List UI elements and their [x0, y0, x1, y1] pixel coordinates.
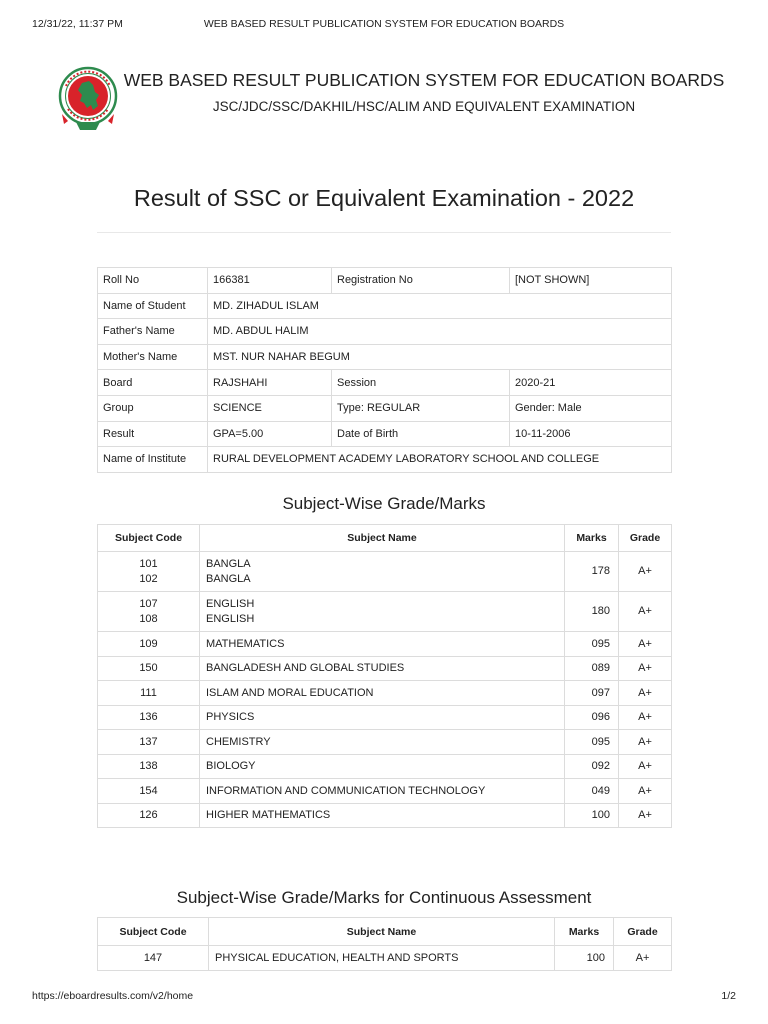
group-value: SCIENCE	[208, 395, 332, 421]
table-row	[98, 632, 672, 657]
subject-marks: 092	[565, 754, 619, 779]
subject-grade: A+	[619, 803, 672, 828]
subject-name: HIGHER MATHEMATICS	[200, 803, 565, 828]
table-row	[98, 656, 672, 681]
student-info-table	[97, 267, 672, 473]
gender-value: Gender: Male	[510, 395, 672, 421]
print-footer	[32, 990, 736, 1004]
subject-name: PHYSICAL EDUCATION, HEALTH AND SPORTS	[209, 946, 555, 971]
subject-grade: A+	[619, 552, 672, 592]
mother-name-value: MST. NUR NAHAR BEGUM	[208, 344, 672, 370]
subject-code: 136	[98, 705, 200, 730]
subject-grade: A+	[619, 656, 672, 681]
bangladesh-govt-seal-icon	[58, 66, 118, 140]
table-row	[98, 730, 672, 755]
subject-grade: A+	[619, 681, 672, 706]
subject-name: ISLAM AND MORAL EDUCATION	[200, 681, 565, 706]
subject-name: BANGLADESH AND GLOBAL STUDIES	[200, 656, 565, 681]
table-row	[98, 592, 672, 632]
subject-name: MATHEMATICS	[200, 632, 565, 657]
col-marks: Marks	[555, 918, 614, 946]
continuous-assessment-table	[97, 917, 672, 971]
subject-marks: 180	[565, 592, 619, 632]
subject-grade: A+	[619, 632, 672, 657]
info-row-board	[98, 370, 672, 396]
subject-code: 108	[139, 612, 158, 625]
father-name-value: MD. ABDUL HALIM	[208, 319, 672, 345]
result-label: Result	[98, 421, 208, 447]
dob-value: 10-11-2006	[510, 421, 672, 447]
col-subject-code: Subject Code	[98, 525, 200, 552]
table-row	[98, 681, 672, 706]
board-value: RAJSHAHI	[208, 370, 332, 396]
col-subject-code: Subject Code	[98, 918, 209, 946]
divider	[97, 232, 671, 233]
registration-value: [NOT SHOWN]	[510, 268, 672, 294]
table-row	[98, 754, 672, 779]
father-name-label: Father's Name	[98, 319, 208, 345]
subject-name: BANGLA	[206, 557, 251, 570]
grades-header-row	[98, 525, 672, 552]
subject-marks: 089	[565, 656, 619, 681]
subject-code: 107	[139, 597, 158, 610]
table-row	[98, 552, 672, 592]
institute-value: RURAL DEVELOPMENT ACADEMY LABORATORY SCHOOL AND COLLEGE	[208, 447, 672, 473]
print-url: https://eboardresults.com/v2/home	[32, 990, 194, 1002]
info-row-institute	[98, 447, 672, 473]
col-grade: Grade	[614, 918, 672, 946]
institute-label: Name of Institute	[98, 447, 208, 473]
col-grade: Grade	[619, 525, 672, 552]
subject-marks: 095	[565, 632, 619, 657]
col-subject-name: Subject Name	[209, 918, 555, 946]
col-marks: Marks	[565, 525, 619, 552]
subject-marks: 096	[565, 705, 619, 730]
dob-label: Date of Birth	[332, 421, 510, 447]
site-title: WEB BASED RESULT PUBLICATION SYSTEM FOR EDUCATION BOARDS	[123, 70, 725, 90]
subject-code: 138	[98, 754, 200, 779]
subject-grade: A+	[619, 779, 672, 804]
result-value: GPA=5.00	[208, 421, 332, 447]
session-label: Session	[332, 370, 510, 396]
col-subject-name: Subject Name	[200, 525, 565, 552]
table-row	[98, 946, 672, 971]
session-value: 2020-21	[510, 370, 672, 396]
subject-marks: 095	[565, 730, 619, 755]
student-name-label: Name of Student	[98, 293, 208, 319]
grades-section-title: Subject-Wise Grade/Marks	[282, 494, 486, 513]
subject-grade: A+	[614, 946, 672, 971]
subject-code: 126	[98, 803, 200, 828]
subject-name: ENGLISH	[206, 597, 255, 610]
subject-code: 101	[139, 557, 158, 570]
roll-label: Roll No	[98, 268, 208, 294]
subject-name: PHYSICS	[200, 705, 565, 730]
mother-name-label: Mother's Name	[98, 344, 208, 370]
subject-name: ENGLISH	[206, 612, 255, 625]
info-row-name	[98, 293, 672, 319]
page-number: 1/2	[721, 990, 736, 1002]
info-row-group	[98, 395, 672, 421]
subject-grade: A+	[619, 754, 672, 779]
subject-code: 109	[98, 632, 200, 657]
table-row	[98, 705, 672, 730]
subject-marks: 049	[565, 779, 619, 804]
subject-marks: 178	[565, 552, 619, 592]
info-row-result	[98, 421, 672, 447]
ca-header-row	[98, 918, 672, 946]
subject-marks: 100	[555, 946, 614, 971]
grades-table	[97, 524, 672, 828]
site-subtitle: JSC/JDC/SSC/DAKHIL/HSC/ALIM AND EQUIVALENT EXAMINATION	[212, 99, 636, 114]
subject-marks: 100	[565, 803, 619, 828]
print-header	[32, 18, 736, 32]
print-page-title: WEB BASED RESULT PUBLICATION SYSTEM FOR EDUCATION BOARDS	[203, 18, 565, 30]
subject-name: BIOLOGY	[200, 754, 565, 779]
board-label: Board	[98, 370, 208, 396]
subject-grade: A+	[619, 705, 672, 730]
subject-name: INFORMATION AND COMMUNICATION TECHNOLOGY	[200, 779, 565, 804]
exam-title: Result of SSC or Equivalent Examination - 2022	[133, 185, 635, 211]
subject-name: CHEMISTRY	[200, 730, 565, 755]
registration-label: Registration No	[332, 268, 510, 294]
subject-marks: 097	[565, 681, 619, 706]
subject-grade: A+	[619, 730, 672, 755]
subject-code: 147	[98, 946, 209, 971]
group-label: Group	[98, 395, 208, 421]
info-row-roll	[98, 268, 672, 294]
subject-code: 154	[98, 779, 200, 804]
info-row-father	[98, 319, 672, 345]
type-value: Type: REGULAR	[332, 395, 510, 421]
subject-grade: A+	[619, 592, 672, 632]
subject-code: 111	[98, 681, 200, 706]
ca-section-title: Subject-Wise Grade/Marks for Continuous Assessment	[176, 888, 592, 907]
student-name-value: MD. ZIHADUL ISLAM	[208, 293, 672, 319]
table-row	[98, 779, 672, 804]
table-row	[98, 803, 672, 828]
subject-code: 137	[98, 730, 200, 755]
subject-name: BANGLA	[206, 572, 251, 585]
info-row-mother	[98, 344, 672, 370]
roll-value: 166381	[208, 268, 332, 294]
print-datetime: 12/31/22, 11:37 PM	[32, 18, 123, 30]
subject-code: 150	[98, 656, 200, 681]
subject-code: 102	[139, 572, 158, 585]
